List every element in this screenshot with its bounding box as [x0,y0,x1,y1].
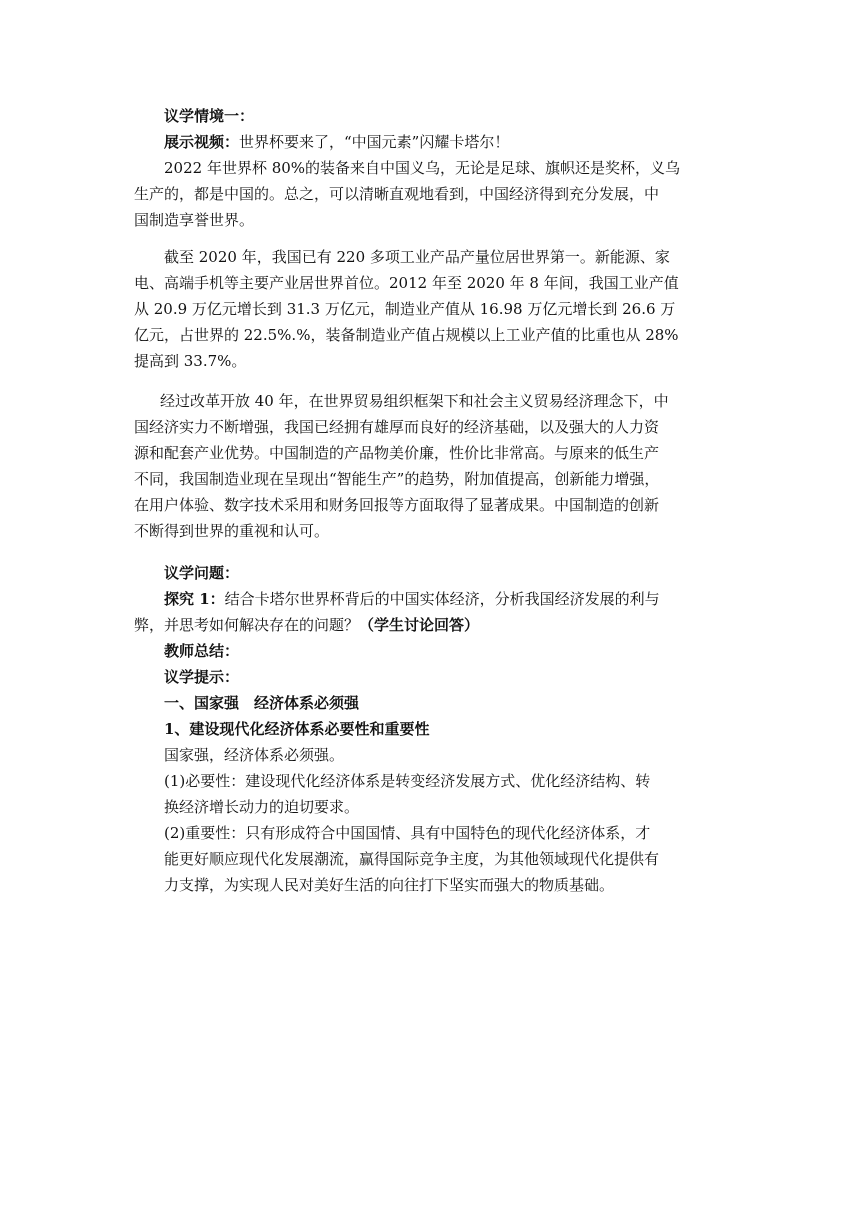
importance-line-1: (2)重要性：只有形成符合中国国情、具有中国特色的现代化经济体系，才 [164,824,651,842]
section-heading-1: 一、国家强 经济体系必须强 [164,694,360,712]
para3-line-2: 国经济实力不断增强，我国已经拥有雄厚而良好的经济基础，以及强大的人力资 [134,418,660,436]
importance-line-2: 能更好顺应现代化发展潮流，赢得国际竞争主度，为其他领域现代化提供有 [164,850,660,868]
para2-line-2: 电、高端手机等主要产业居世界首位。2012 年至 2020 年 8 年间，我国工业产值 [134,274,679,292]
subsection-heading-1: 1、建设现代化经济体系必要性和重要性 [164,720,430,738]
video-line [164,129,509,155]
explore-line-1 [164,586,660,612]
video-text: 世界杯要来了，“中国元素”闪耀卡塔尔！ [239,133,510,151]
para3-line-4: 不同，我国制造业现在呈现出“智能生产”的趋势，附加值提高，创新能力增强， [134,470,660,488]
necessity-line-1: (1)必要性：建设现代化经济体系是转变经济发展方式、优化经济结构、转 [164,772,651,790]
question-heading: 议学问题： [164,564,240,582]
hint-heading: 议学提示： [164,668,240,686]
para3-line-3: 源和配套产业优势。中国制造的产品物美价廉，性价比非常高。与原来的低生产 [134,444,660,462]
para3-line-5: 在用户体验、数字技术采用和财务回报等方面取得了显著成果。中国制造的创新 [134,496,660,514]
explore-text-1: 结合卡塔尔世界杯背后的中国实体经济，分析我国经济发展的利与 [224,590,660,608]
importance-line-3: 力支撑，为实现人民对美好生活的向往打下坚实而强大的物质基础。 [164,876,615,894]
teacher-summary: 教师总结： [164,642,240,660]
necessity-line-2: 换经济增长动力的迫切要求。 [164,798,360,816]
para2-line-5: 提高到 33.7%。 [134,352,247,370]
para1-line-3: 国制造享誉世界。 [134,211,255,229]
para2-line-1: 截至 2020 年，我国已有 220 多项工业产品产量位居世界第一。新能源、家 [164,248,670,266]
video-label: 展示视频： [164,133,240,151]
para2-line-3: 从 20.9 万亿元增长到 31.3 万亿元，制造业产值从 16.98 万亿元增长到 26.6 万 [134,300,676,318]
para1-line-1: 2022 年世界杯 80%的装备来自中国义乌，无论是足球、旗帜还是奖杯，义乌 [164,159,681,177]
explore-line-2 [134,612,479,638]
para3-line-6: 不断得到世界的重视和认可。 [134,522,330,540]
para3-line-1: 经过改革开放 40 年，在世界贸易组织框架下和社会主义贸易经济理念下，中 [160,392,669,410]
para2-line-4: 亿元，占世界的 22.5%.%，装备制造业产值占规模以上工业产值的比重也从 28% [134,326,679,344]
statement: 国家强，经济体系必须强。 [164,746,345,764]
explore-note: （学生讨论回答） [359,616,480,634]
scene-heading: 议学情境一： [164,107,255,125]
para1-line-2: 生产的，都是中国的。总之，可以清晰直观地看到，中国经济得到充分发展，中 [134,185,660,203]
explore-text-2: 弊，并思考如何解决存在的问题？ [134,616,360,634]
explore-label: 探究 1： [164,590,225,608]
